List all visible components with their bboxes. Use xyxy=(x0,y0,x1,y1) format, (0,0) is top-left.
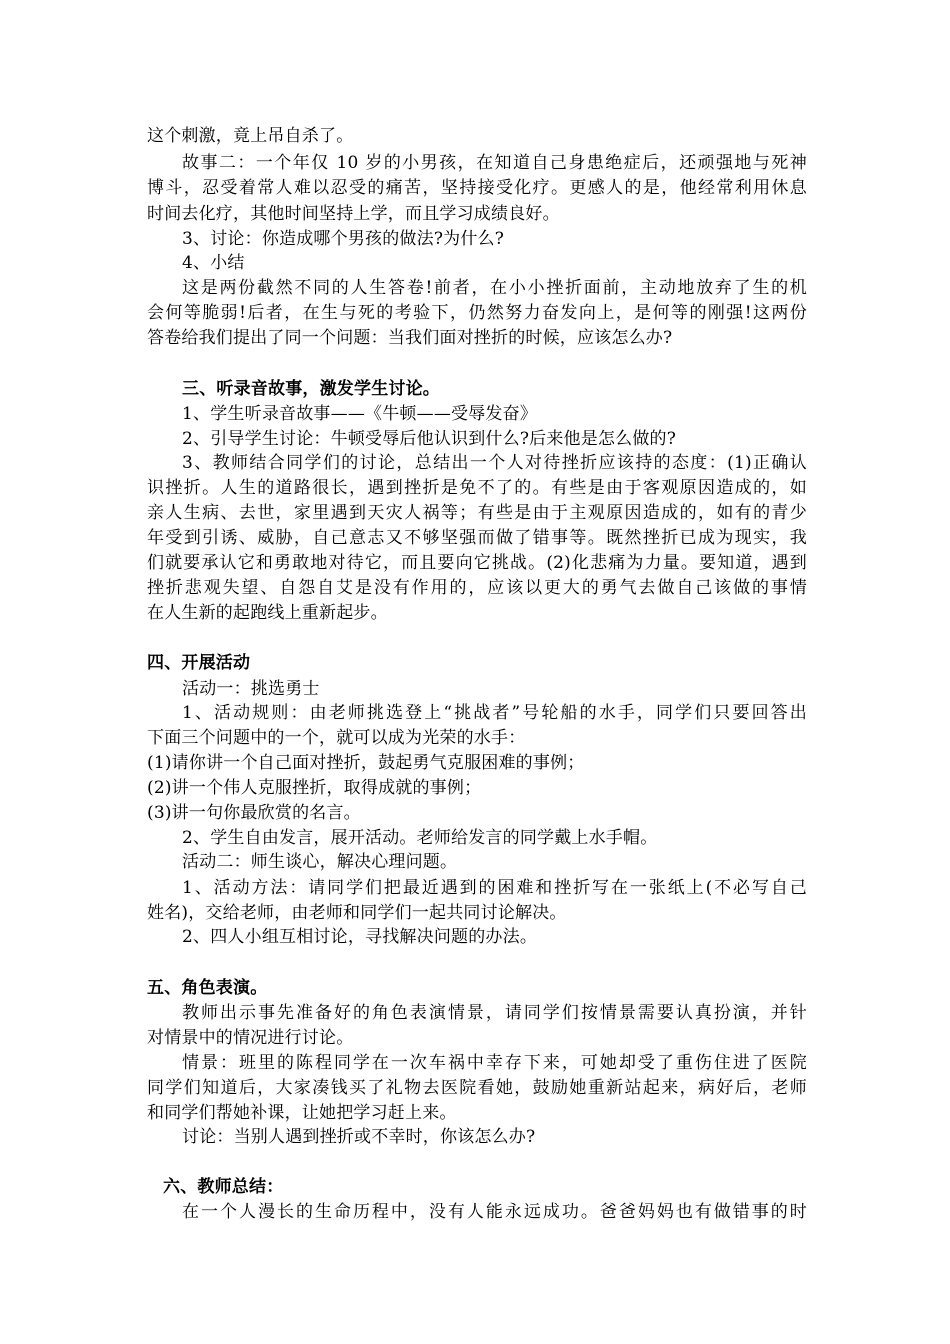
text-line: 时间去化疗，其他时间坚持上学，而且学习成绩良好。 xyxy=(147,204,560,224)
text-line: 这个刺激，竟上吊自杀了。 xyxy=(147,126,354,146)
text-line: 亲人生病、去世，家里遇到天灾人祸等；有些是由于主观原因造成的，如有的青少 xyxy=(147,503,807,523)
text-line: 2、学生自由发言，展开活动。老师给发言的同学戴上水手帽。 xyxy=(182,828,658,848)
text-line: 姓名)，交给老师，由老师和同学们一起共同讨论解决。 xyxy=(147,903,567,923)
text-line: 2、四人小组互相讨论，寻找解决问题的办法。 xyxy=(182,927,538,947)
text-line: 情景：班里的陈程同学在一次车祸中幸存下来，可她却受了重伤住进了医院 xyxy=(182,1053,807,1073)
text-line: 年受到引诱、威胁，自己意志又不够坚强而做了错事等。既然挫折已成为现实，我 xyxy=(147,528,807,548)
section-heading: 四、开展活动 xyxy=(147,653,251,673)
text-line: 和同学们帮她补课，让她把学习赶上来。 xyxy=(147,1103,457,1123)
text-line: 1、学生听录音故事——《牛顿——受辱发奋》 xyxy=(182,404,538,424)
section-heading: 五、角色表演。 xyxy=(147,978,268,998)
text-line: 1、活动规则：由老师挑选登上“挑战者”号轮船的水手，同学们只要回答出 xyxy=(182,703,807,723)
text-line: 们就要承认它和勇敢地对待它，而且要向它挑战。(2)化悲痛为力量。要知道，遇到 xyxy=(147,553,807,573)
text-line: 挫折悲观失望、自怨自艾是没有作用的，应该以更大的勇气去做自己该做的事情 xyxy=(147,578,807,598)
text-line: 答卷给我们提出了同一个问题：当我们面对挫折的时候，应该怎么办? xyxy=(147,328,673,348)
text-line: 在一个人漫长的生命历程中，没有人能永远成功。爸爸妈妈也有做错事的时 xyxy=(182,1202,807,1222)
text-line: 故事二：一个年仅 10 岁的小男孩，在知道自己身患绝症后，还顽强地与死神 xyxy=(182,153,807,173)
section-heading: 三、听录音故事，激发学生讨论。 xyxy=(182,379,440,399)
text-line: 活动一：挑选勇士 xyxy=(182,679,320,699)
text-line: (2)讲一个伟人克服挫折，取得成就的事例； xyxy=(147,778,482,798)
section-heading: 六、教师总结： xyxy=(163,1177,284,1197)
text-line: 下面三个问题中的一个，就可以成为光荣的水手： xyxy=(147,728,526,748)
text-line: 教师出示事先准备好的角色表演情景，请同学们按情景需要认真扮演，并针 xyxy=(182,1003,807,1023)
text-line: 这是两份截然不同的人生答卷!前者，在小小挫折面前，主动地放弃了生的机 xyxy=(182,278,807,298)
text-line: (1)请你讲一个自己面对挫折，鼓起勇气克服困难的事例； xyxy=(147,753,585,773)
text-line: 4、小结 xyxy=(182,253,245,273)
text-line: 讨论：当别人遇到挫折或不幸时，你该怎么办? xyxy=(182,1127,536,1147)
text-line: 会何等脆弱!后者，在生与死的考验下，仍然努力奋发向上，是何等的刚强!这两份 xyxy=(147,303,807,323)
text-line: 博斗，忍受着常人难以忍受的痛苦，坚持接受化疗。更感人的是，他经常利用休息 xyxy=(147,178,807,198)
text-line: 识挫折。人生的道路很长，遇到挫折是免不了的。有些是由于客观原因造成的，如 xyxy=(147,478,807,498)
text-line: 1、活动方法：请同学们把最近遇到的困难和挫折写在一张纸上(不必写自己 xyxy=(182,878,807,898)
text-line: 活动二：师生谈心，解决心理问题。 xyxy=(182,852,458,872)
text-line: 3、教师结合同学们的讨论，总结出一个人对待挫折应该持的态度：(1)正确认 xyxy=(182,453,807,473)
text-line: (3)讲一句你最欣赏的名言。 xyxy=(147,803,361,823)
text-line: 同学们知道后，大家凑钱买了礼物去医院看她，鼓励她重新站起来，病好后，老师 xyxy=(147,1078,807,1098)
text-line: 3、讨论：你造成哪个男孩的做法?为什么? xyxy=(182,229,505,249)
text-line: 在人生新的起跑线上重新起步。 xyxy=(147,603,388,623)
text-line: 2、引导学生讨论：牛顿受辱后他认识到什么?后来他是怎么做的? xyxy=(182,429,677,449)
text-line: 对情景中的情况进行讨论。 xyxy=(147,1028,354,1048)
